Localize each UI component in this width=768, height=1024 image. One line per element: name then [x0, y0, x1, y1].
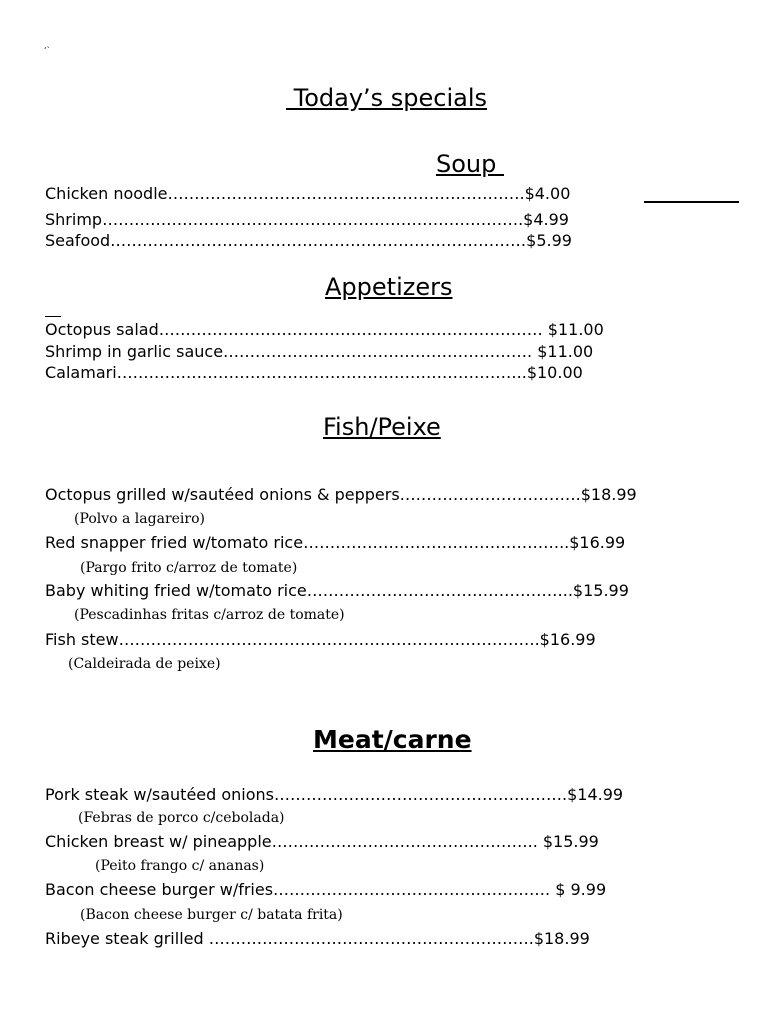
menu-item-translation: (Caldeirada de peixe) [68, 656, 221, 672]
menu-item: Pork steak w/sautéed onions……………………………………………….$14.99 [45, 785, 624, 804]
menu-item-translation: (Peito frango c/ ananas) [95, 858, 265, 874]
menu-item: Chicken breast w/ pineapple………………………………………….. $15.99 [45, 832, 599, 851]
menu-item: Seafood……………………………………………………………………$5.99 [45, 231, 572, 250]
menu-item: Calamari…………………………………………………………………..$10.00 [45, 363, 583, 382]
section-heading-fish: Fish/Peixe [323, 413, 441, 441]
page-title: Today’s specials [286, 84, 488, 112]
menu-item: Bacon cheese burger w/fries……………………………………………. $ 9.99 [45, 880, 607, 899]
section-heading-meat: Meat/carne [313, 725, 472, 754]
menu-item: Shrimp…………………………………………………………………….$4.99 [45, 210, 569, 229]
menu-item-translation: (Febras de porco c/cebolada) [78, 810, 285, 826]
menu-item-translation: (Polvo a lagareiro) [74, 511, 205, 527]
menu-item-translation: (Pescadinhas fritas c/arroz de tomate) [74, 607, 345, 623]
menu-item: Ribeye steak grilled …………………………………………………….$18.99 [45, 929, 590, 948]
menu-item-translation: (Pargo frito c/arroz de tomate) [80, 560, 298, 576]
menu-item: Octopus grilled w/sautéed onions & peppers…………………………….$18.99 [45, 485, 637, 504]
short-rule [45, 316, 61, 317]
menu-item: Shrimp in garlic sauce…………………………………………………. $11.00 [45, 342, 594, 361]
corner-mark: ‘` [44, 46, 51, 55]
underline-rule [644, 201, 739, 203]
menu-item: Fish stew…………………………………………………………………….$16.99 [45, 630, 596, 649]
section-heading-appetizers: Appetizers [325, 273, 453, 301]
menu-item: Octopus salad……………………………………………………………… $11.00 [45, 320, 604, 339]
menu-item-translation: (Bacon cheese burger c/ batata frita) [80, 907, 343, 923]
menu-item: Red snapper fried w/tomato rice…………………………………………..$16.99 [45, 533, 626, 552]
menu-item: Baby whiting fried w/tomato rice…………………………………………..$15.99 [45, 581, 629, 600]
section-heading-soup: Soup [436, 150, 504, 178]
menu-item: Chicken noodle………………………………………………………….$4.00 [45, 184, 571, 203]
